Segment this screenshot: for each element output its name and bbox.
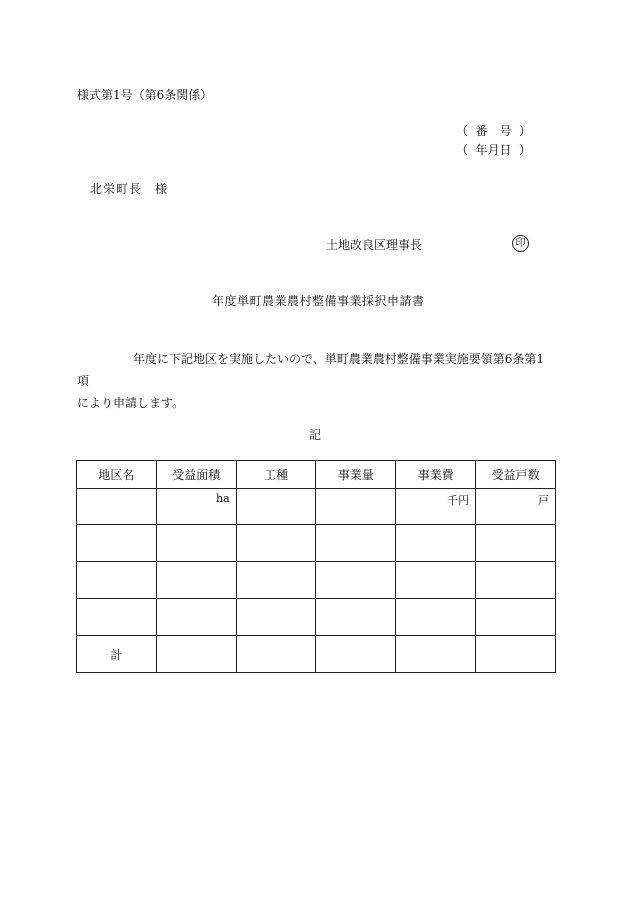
table-cell[interactable] — [316, 489, 396, 525]
table-cell[interactable] — [77, 489, 157, 525]
document-number-line — [456, 122, 531, 139]
document-date-line — [456, 141, 531, 158]
open-paren: （ — [456, 143, 469, 157]
total-label: 計 — [77, 636, 157, 673]
table-cell[interactable] — [316, 562, 396, 599]
table-cell[interactable] — [156, 599, 236, 636]
table-header-row — [77, 461, 556, 489]
open-paren: （ — [456, 124, 469, 138]
table-cell[interactable] — [156, 525, 236, 562]
application-table — [76, 460, 556, 673]
table-row — [77, 562, 556, 599]
seal-char: 印 — [515, 237, 526, 249]
header-project-cost: 事業費 — [396, 461, 476, 489]
document-number-label: 番 号 — [475, 124, 512, 138]
close-paren: ） — [518, 124, 531, 138]
seal-mark — [512, 235, 529, 252]
table-cell[interactable] — [236, 599, 316, 636]
table-cell[interactable] — [236, 636, 316, 673]
table-cell[interactable] — [396, 562, 476, 599]
table-cell[interactable] — [476, 562, 556, 599]
table-cell[interactable] — [77, 599, 157, 636]
table-cell[interactable] — [236, 489, 316, 525]
header-benefit-area: 受益面積 — [156, 461, 236, 489]
header-district-name: 地区名 — [77, 461, 157, 489]
form-number: 様式第1号（第6条関係） — [77, 88, 213, 102]
table-cell[interactable] — [156, 562, 236, 599]
table-cell[interactable] — [396, 636, 476, 673]
table-cell[interactable] — [316, 525, 396, 562]
body-line-1: 年度に下記地区を実施したいので、単町農業農村整備事業実施要領第6条第1項 — [77, 352, 545, 388]
table-cell[interactable] — [316, 636, 396, 673]
document-title: 年度単町農業農村整備事業採択申請書 — [212, 294, 425, 308]
table-cell[interactable] — [396, 489, 476, 525]
table-cell[interactable] — [77, 525, 157, 562]
body-line-2: により申請します。 — [77, 396, 185, 410]
cost-unit: 千円 — [447, 494, 470, 507]
households-unit: 戸 — [538, 494, 549, 507]
table-cell[interactable] — [396, 599, 476, 636]
total-row — [77, 636, 556, 673]
area-unit: ha — [216, 492, 230, 505]
table-cell[interactable] — [156, 489, 236, 525]
table-row — [77, 599, 556, 636]
table-cell[interactable] — [236, 525, 316, 562]
table-cell[interactable] — [77, 562, 157, 599]
table-cell[interactable] — [316, 599, 396, 636]
ki-heading: 記 — [309, 428, 322, 442]
header-households: 受益戸数 — [476, 461, 556, 489]
addressee: 北栄町長 様 — [90, 182, 169, 196]
header-work-type: 工種 — [236, 461, 316, 489]
table-cell[interactable] — [476, 599, 556, 636]
applicant-title: 土地改良区理事長 — [326, 238, 423, 252]
close-paren: ） — [518, 143, 531, 157]
table-cell[interactable] — [396, 525, 476, 562]
header-work-volume: 事業量 — [316, 461, 396, 489]
table-cell[interactable] — [476, 525, 556, 562]
table-row — [77, 525, 556, 562]
table-cell[interactable] — [156, 636, 236, 673]
table-cell[interactable] — [476, 636, 556, 673]
table-cell[interactable] — [236, 562, 316, 599]
table-row — [77, 489, 556, 525]
body-paragraph — [77, 348, 555, 414]
table-cell[interactable] — [476, 489, 556, 525]
document-date-label: 年月日 — [475, 143, 512, 157]
